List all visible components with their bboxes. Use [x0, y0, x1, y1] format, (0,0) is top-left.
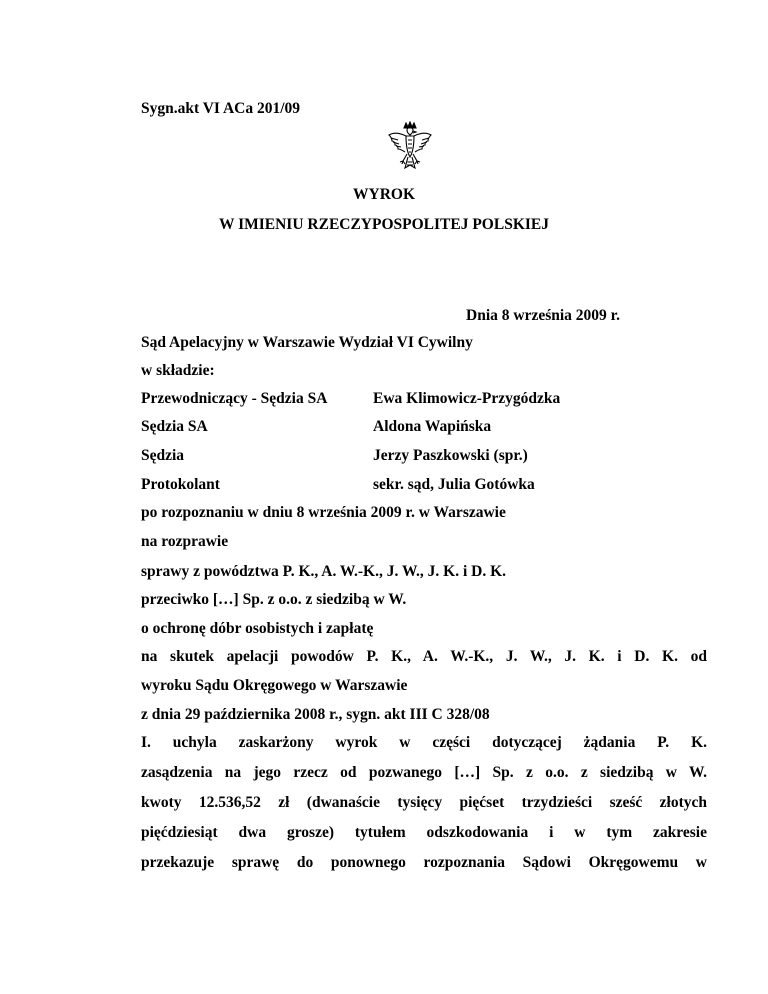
- text-line: na skutek apelacji powodów P. K., A. W.-K., J. W., J. K. i D. K. od: [141, 648, 707, 665]
- text-line: przeciwko […] Sp. z o.o. z siedzibą w W.: [141, 591, 407, 608]
- composition-role: Protokolant: [141, 476, 220, 493]
- text-line: przekazuje sprawę do ponownego rozpoznania Sądowi Okręgowemu w: [141, 854, 707, 871]
- text-line: po rozpoznaniu w dniu 8 września 2009 r. w Warszawie: [141, 504, 506, 521]
- composition-role: Przewodniczący - Sędzia SA: [141, 390, 328, 407]
- text-line: pięćdziesiąt dwa grosze) tytułem odszkodowania i w tym zakresie: [141, 824, 707, 841]
- case-signature: Sygn.akt VI ACa 201/09: [141, 100, 301, 117]
- composition-role: Sędzia: [141, 447, 185, 464]
- text-line: sprawy z powództwa P. K., A. W.-K., J. W., J. K. i D. K.: [141, 563, 507, 580]
- court-name: Sąd Apelacyjny w Warszawie Wydział VI Cywilny: [141, 334, 473, 351]
- text-line: o ochronę dóbr osobistych i zapłatę: [141, 620, 374, 637]
- composition-role: Sędzia SA: [141, 418, 208, 435]
- text-line: kwoty 12.536,52 zł (dwanaście tysięcy pięćset trzydzieści sześć złotych: [141, 794, 707, 811]
- text-line: na rozprawie: [141, 533, 229, 550]
- composition-label: w składzie:: [141, 362, 215, 379]
- text-line: z dnia 29 października 2008 r., sygn. akt III C 328/08: [141, 706, 490, 723]
- composition-name: sekr. sąd, Julia Gotówka: [373, 476, 535, 493]
- composition-name: Ewa Klimowicz-Przygódzka: [373, 390, 561, 407]
- text-line: I. uchyla zaskarżony wyrok w części dotyczącej żądania P. K.: [141, 734, 707, 751]
- document-subtitle: W IMIENIU RZECZYPOSPOLITEJ POLSKIEJ: [218, 216, 550, 233]
- text-line: zasądzenia na jego rzecz od pozwanego […] Sp. z o.o. z siedzibą w W.: [141, 764, 707, 781]
- composition-name: Jerzy Paszkowski (spr.): [373, 447, 528, 464]
- composition-name: Aldona Wapińska: [373, 418, 492, 435]
- text-line: wyroku Sądu Okręgowego w Warszawie: [141, 677, 408, 694]
- judgment-date: Dnia 8 września 2009 r.: [466, 307, 620, 324]
- document-title: WYROK: [353, 186, 415, 203]
- polish-eagle-emblem-icon: [386, 121, 434, 176]
